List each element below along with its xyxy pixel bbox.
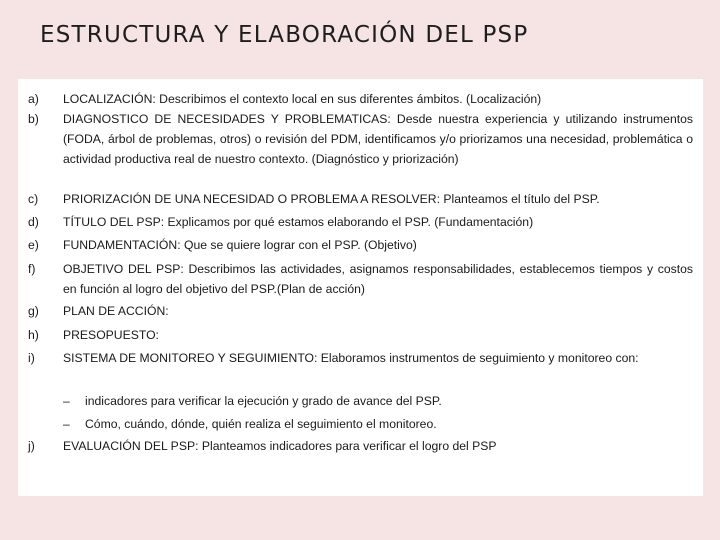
item-letter: j)	[28, 439, 35, 453]
item-body: Explicamos por qué estamos elaborando el PSP. (Fundamentación)	[164, 215, 534, 229]
sub-item	[63, 414, 693, 434]
item-letter: h)	[28, 328, 39, 342]
item-letter: g)	[28, 304, 39, 318]
item-heading: FUNDAMENTACIÓN:	[63, 238, 181, 252]
item-heading: PRESOPUESTO:	[63, 328, 159, 342]
item-letter: a)	[28, 92, 39, 106]
item-letter: e)	[28, 238, 39, 252]
item-heading: TÍTULO DEL PSP:	[63, 215, 165, 229]
sub-item-text: Cómo, cuándo, dónde, quién realiza el seguimiento el monitoreo.	[85, 417, 437, 431]
item-letter: f)	[28, 262, 36, 276]
item-text	[63, 259, 693, 299]
item-letter: i)	[28, 351, 35, 365]
item-body: Planteamos el título del PSP.	[440, 192, 600, 206]
item-body: Elaboramos instrumentos de seguimiento y monitoreo con:	[317, 351, 639, 365]
item-heading: OBJETIVO DEL PSP:	[63, 262, 184, 276]
item-letter: b)	[28, 112, 39, 126]
item-body: Planteamos indicadores para verificar el logro del PSP	[198, 439, 497, 453]
item-text	[63, 109, 693, 169]
item-letter: d)	[28, 215, 39, 229]
item-heading: PRIORIZACIÓN DE UNA NECESIDAD O PROBLEMA A RESOLVER:	[63, 192, 440, 206]
item-heading: DIAGNOSTICO DE NECESIDADES Y PROBLEMATICAS:	[63, 112, 391, 126]
item-text	[63, 235, 693, 255]
item-heading: SISTEMA DE MONITOREO Y SEGUIMIENTO:	[63, 351, 318, 365]
item-text	[63, 348, 693, 368]
item-body: Que se quiere lograr con el PSP. (Objetivo)	[180, 238, 417, 252]
item-heading: PLAN DE ACCIÓN:	[63, 304, 169, 318]
item-text	[63, 436, 693, 456]
dash-bullet: –	[63, 417, 70, 431]
sub-item	[63, 391, 693, 411]
item-text	[63, 189, 693, 209]
item-body: Describimos el contexto local en sus diferentes ámbitos. (Localización)	[155, 92, 542, 106]
item-body: Desde nuestra experiencia y utilizando instrumentos (FODA, árbol de problemas, otros) o revisión del PDM, identificamos y/o priorizamos una necesidad, problemática o actividad productiva real de nuestro contexto. (Diagnóstico y priorización)	[63, 112, 693, 166]
item-body: Describimos las actividades, asignamos responsabilidades, establecemos tiempos y costos en función al logro del objetivo del PSP.(Plan de acción)	[63, 262, 693, 296]
item-text	[63, 89, 693, 109]
item-heading: EVALUACIÓN DEL PSP:	[63, 439, 199, 453]
item-heading: LOCALIZACIÓN:	[63, 92, 156, 106]
dash-bullet: –	[63, 394, 70, 408]
item-text	[63, 325, 693, 345]
item-letter: c)	[28, 192, 39, 206]
item-text	[63, 212, 693, 232]
slide-title: ESTRUCTURA Y ELABORACIÓN DEL PSP	[40, 22, 529, 48]
item-text	[63, 301, 693, 321]
content-panel	[18, 79, 703, 496]
sub-item-text: indicadores para verificar la ejecución y grado de avance del PSP.	[85, 394, 442, 408]
